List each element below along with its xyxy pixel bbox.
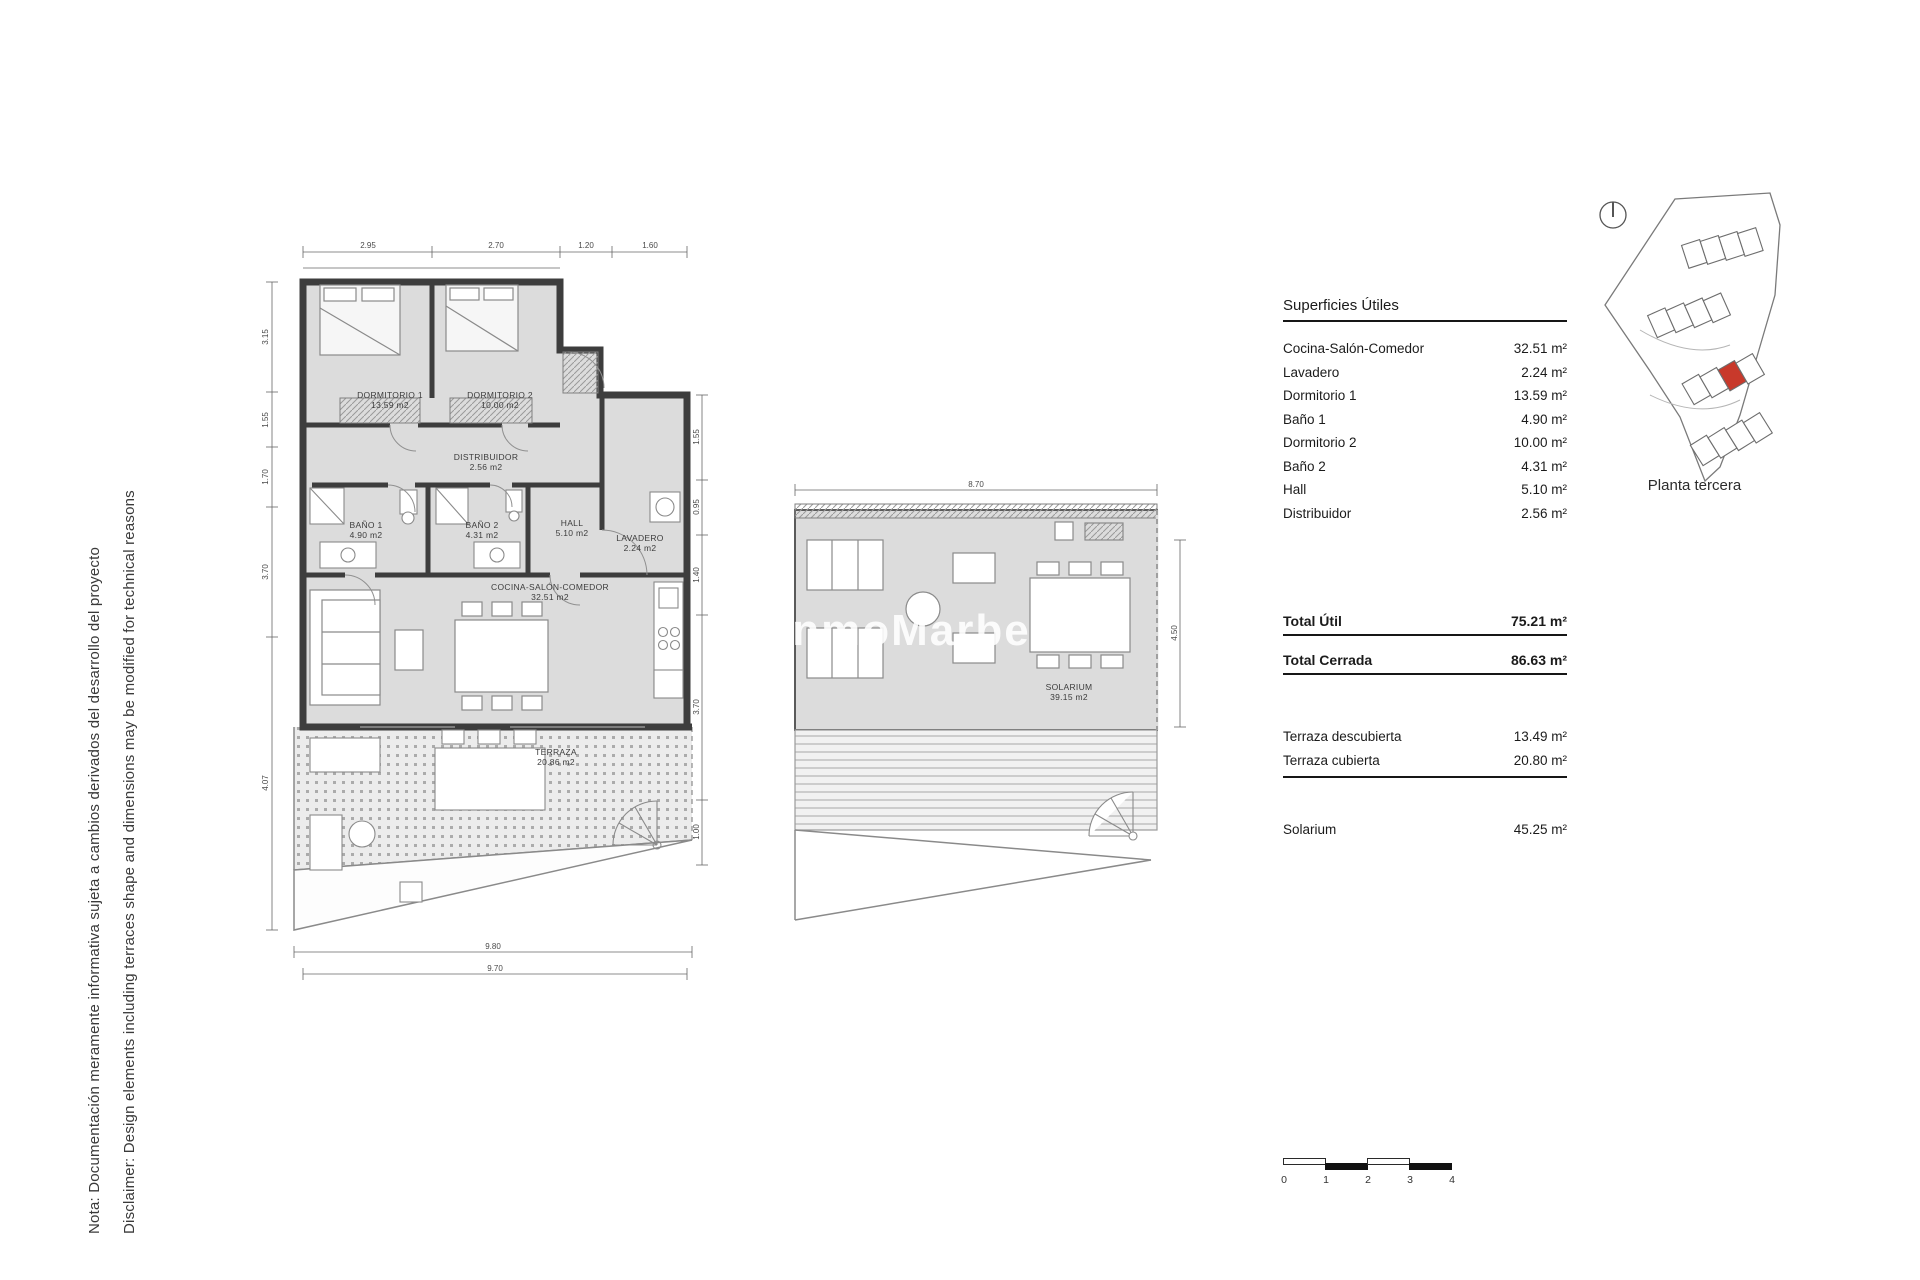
row-label: Lavadero [1283,364,1340,380]
solarium-floor-plan [785,478,1195,938]
row-label: Cocina-Salón-Comedor [1283,341,1425,356]
row-value: 32.51 m² [1513,341,1567,356]
scale-tick: 3 [1407,1174,1413,1186]
svg-text:1.70: 1.70 [261,469,270,485]
bed-dormitorio-1 [320,285,400,355]
table-row [1283,384,1567,408]
table-row [1283,431,1567,455]
site-plan-caption: Planta tercera [1647,477,1742,494]
table-row [1283,455,1567,479]
building-cluster-2 [1648,285,1731,346]
north-arrow-icon [1600,202,1626,228]
scale-tick: 1 [1323,1174,1329,1186]
room-label-lavadero: LAVADERO 2.24 m2 [616,533,664,553]
row-label: Baño 2 [1283,458,1326,474]
row-label: Terraza descubierta [1283,729,1402,744]
row-value: 4.31 m² [1521,458,1567,474]
svg-text:2.70: 2.70 [488,241,504,250]
dimension-lines-right [696,395,708,865]
row-label: Distribuidor [1283,505,1352,521]
total-label: Total Cerrada [1283,652,1373,668]
svg-text:1.00: 1.00 [692,824,701,840]
table-row [1283,478,1567,502]
svg-text:1.55: 1.55 [261,412,270,428]
bed-dormitorio-2 [446,285,518,351]
row-label: Terraza cubierta [1283,752,1380,768]
building-cluster-3 [1682,346,1764,413]
total-util-row [1283,613,1567,636]
room-label-bano-1: BAÑO 1 4.90 m2 [349,520,383,540]
table-row [1283,502,1567,526]
row-value: 4.90 m² [1521,411,1567,427]
row-value: 20.80 m² [1513,752,1567,768]
row-label: Dormitorio 1 [1283,388,1357,403]
solarium-plan-drawing [785,478,1195,938]
scale-bar [1283,1158,1453,1192]
row-label: Baño 1 [1283,411,1326,427]
disclaimer-note-en: Disclaimer: Design elements including terraces shape and dimensions may be modified for technical reasons [121,490,138,1234]
row-label: Dormitorio 2 [1283,435,1357,450]
svg-text:4.07: 4.07 [261,775,270,791]
dimension-lines-bottom [294,946,692,980]
scale-segment [1409,1163,1452,1170]
row-value: 13.59 m² [1513,388,1567,403]
areas-table-title: Superficies Útiles [1283,297,1567,322]
svg-text:0.95: 0.95 [692,499,701,515]
room-label-distribuidor: DISTRIBUIDOR 2.56 m2 [453,452,519,472]
room-label-hall: HALL 5.10 m2 [555,518,589,538]
row-label: Hall [1283,482,1307,497]
row-label: Solarium [1283,822,1337,837]
svg-text:1.20: 1.20 [578,241,594,250]
svg-text:1.40: 1.40 [692,567,701,583]
scale-segment [1325,1163,1368,1170]
main-floor-plan-drawing [250,230,720,990]
svg-text:4.50: 4.50 [1170,625,1179,641]
solarium-wedge [795,830,1151,920]
svg-text:1.60: 1.60 [642,241,658,250]
scale-segment [1367,1158,1410,1165]
terrace-rows [1283,725,1567,778]
main-floor-plan [250,230,720,990]
room-label-cocina-salon-comedor: COCINA-SALÓN-COMEDOR 32.51 m2 [491,582,609,602]
areas-table [1283,297,1567,842]
row-value: 45.25 m² [1513,822,1567,837]
total-value: 86.63 m² [1510,652,1567,668]
watermark: InmoMarbella [778,606,1086,655]
room-label-terraza: TERRAZA 20.86 m2 [535,747,577,767]
row-value: 2.56 m² [1521,505,1567,521]
table-row [1283,408,1567,432]
svg-text:3.15: 3.15 [261,329,270,345]
svg-text:9.80: 9.80 [485,942,501,951]
site-plan [1580,185,1820,515]
dimension-lines-left [266,282,278,930]
svg-text:3.70: 3.70 [261,564,270,580]
solarium-pergola-strip [795,504,1157,518]
total-cerrada-row [1283,652,1567,675]
solarium-row [1283,818,1567,842]
room-label-dormitorio-1: DORMITORIO 1 13.59 m2 [357,390,423,410]
scale-tick: 0 [1281,1174,1287,1186]
room-label-bano-2: BAÑO 2 4.31 m2 [465,520,499,540]
svg-text:8.70: 8.70 [968,480,984,489]
row-value: 2.24 m² [1521,364,1567,380]
building-cluster-4 [1690,405,1772,473]
row-value: 5.10 m² [1521,482,1567,497]
disclaimer-note-es: Nota: Documentación meramente informativa sujeta a cambios derivados del desarrollo del proyecto [86,546,103,1234]
row-value: 10.00 m² [1513,435,1567,450]
svg-text:1.55: 1.55 [692,429,701,445]
scale-tick: 2 [1365,1174,1371,1186]
scale-segment [1283,1158,1326,1165]
table-row [1283,337,1567,361]
table-row [1283,361,1567,385]
svg-text:9.70: 9.70 [487,964,503,973]
svg-text:2.95: 2.95 [360,241,376,250]
total-value: 75.21 m² [1510,613,1567,629]
building-cluster-1 [1682,222,1764,274]
room-label-dormitorio-2: DORMITORIO 2 10.00 m2 [467,390,533,410]
site-plan-drawing [1580,185,1820,515]
room-label-solarium: SOLARIUM 39.15 m2 [1045,682,1093,702]
kitchen-counter [654,582,683,698]
svg-text:3.70: 3.70 [692,699,701,715]
row-value: 13.49 m² [1513,729,1567,744]
scale-tick: 4 [1449,1174,1455,1186]
total-label: Total Útil [1283,613,1342,629]
